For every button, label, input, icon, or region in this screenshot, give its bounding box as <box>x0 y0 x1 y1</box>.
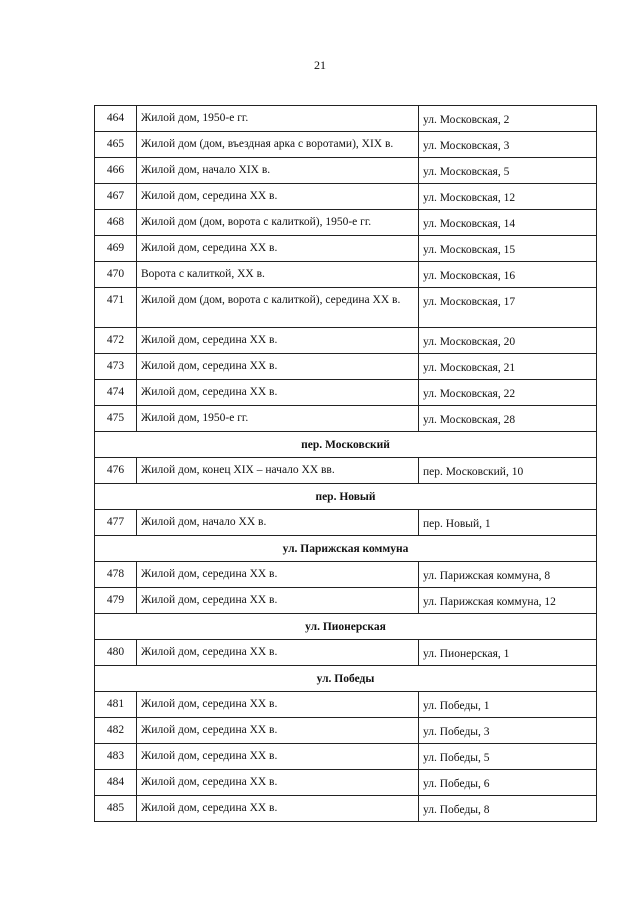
section-header-row <box>95 484 597 510</box>
row-number-cell: 477 <box>95 510 137 536</box>
row-number-cell: 468 <box>95 210 137 236</box>
section-header-row <box>95 536 597 562</box>
row-number-cell: 480 <box>95 640 137 666</box>
row-address-cell: ул. Победы, 3 <box>419 718 597 744</box>
row-description-cell: Жилой дом, середина XX в. <box>137 380 419 406</box>
row-number-cell: 481 <box>95 692 137 718</box>
row-number-cell: 483 <box>95 744 137 770</box>
row-address-cell: ул. Московская, 15 <box>419 236 597 262</box>
row-address-cell: ул. Московская, 3 <box>419 132 597 158</box>
row-number-cell: 464 <box>95 106 137 132</box>
row-number-cell: 479 <box>95 588 137 614</box>
row-address-cell: ул. Московская, 16 <box>419 262 597 288</box>
heritage-registry-table <box>94 105 597 822</box>
row-address-cell: ул. Московская, 17 <box>419 288 597 328</box>
row-address-cell: ул. Московская, 2 <box>419 106 597 132</box>
table-row <box>95 210 597 236</box>
row-description-cell: Жилой дом, середина XX в. <box>137 770 419 796</box>
row-address-cell: ул. Пионерская, 1 <box>419 640 597 666</box>
section-header-row <box>95 432 597 458</box>
row-address-cell: ул. Победы, 8 <box>419 796 597 822</box>
row-number-cell: 472 <box>95 328 137 354</box>
row-number-cell: 478 <box>95 562 137 588</box>
row-address-cell: пер. Новый, 1 <box>419 510 597 536</box>
row-address-cell: ул. Парижская коммуна, 12 <box>419 588 597 614</box>
table-row <box>95 354 597 380</box>
row-address-cell: ул. Московская, 20 <box>419 328 597 354</box>
page-number: 21 <box>314 58 326 72</box>
row-address-cell: ул. Победы, 1 <box>419 692 597 718</box>
registry-table-body <box>95 106 597 822</box>
row-description-cell: Жилой дом, 1950-е гг. <box>137 406 419 432</box>
table-row <box>95 562 597 588</box>
row-description-cell: Жилой дом, середина XX в. <box>137 692 419 718</box>
row-description-cell: Жилой дом, середина XX в. <box>137 236 419 262</box>
section-title: пер. Московский <box>95 432 597 458</box>
row-description-cell: Жилой дом, середина XX в. <box>137 744 419 770</box>
row-description-cell: Жилой дом, середина XX в. <box>137 640 419 666</box>
table-row <box>95 380 597 406</box>
row-number-cell: 470 <box>95 262 137 288</box>
table-row <box>95 770 597 796</box>
row-number-cell: 473 <box>95 354 137 380</box>
table-row <box>95 458 597 484</box>
row-address-cell: ул. Победы, 5 <box>419 744 597 770</box>
row-number-cell: 469 <box>95 236 137 262</box>
row-address-cell: ул. Московская, 5 <box>419 158 597 184</box>
row-address-cell: ул. Парижская коммуна, 8 <box>419 562 597 588</box>
row-description-cell: Жилой дом, середина XX в. <box>137 796 419 822</box>
table-row <box>95 158 597 184</box>
row-address-cell: ул. Московская, 12 <box>419 184 597 210</box>
row-number-cell: 466 <box>95 158 137 184</box>
section-title: ул. Парижская коммуна <box>95 536 597 562</box>
table-row <box>95 406 597 432</box>
table-row <box>95 262 597 288</box>
table-row <box>95 132 597 158</box>
row-description-cell: Жилой дом, середина XX в. <box>137 328 419 354</box>
row-description-cell: Жилой дом (дом, ворота с калиткой), середина XX в. <box>137 288 419 328</box>
row-description-cell: Жилой дом, середина XX в. <box>137 184 419 210</box>
row-address-cell: ул. Победы, 6 <box>419 770 597 796</box>
row-number-cell: 467 <box>95 184 137 210</box>
row-description-cell: Жилой дом, середина XX в. <box>137 354 419 380</box>
table-row <box>95 718 597 744</box>
row-number-cell: 476 <box>95 458 137 484</box>
row-description-cell: Ворота с калиткой, XX в. <box>137 262 419 288</box>
row-address-cell: ул. Московская, 21 <box>419 354 597 380</box>
table-row <box>95 640 597 666</box>
table-row <box>95 588 597 614</box>
row-description-cell: Жилой дом, середина XX в. <box>137 562 419 588</box>
row-number-cell: 485 <box>95 796 137 822</box>
row-description-cell: Жилой дом, начало XX в. <box>137 510 419 536</box>
row-number-cell: 474 <box>95 380 137 406</box>
row-description-cell: Жилой дом, начало XIX в. <box>137 158 419 184</box>
section-header-row <box>95 614 597 640</box>
row-description-cell: Жилой дом (дом, въездная арка с воротами), XIX в. <box>137 132 419 158</box>
table-row <box>95 184 597 210</box>
table-row <box>95 692 597 718</box>
row-number-cell: 475 <box>95 406 137 432</box>
table-row <box>95 288 597 328</box>
row-address-cell: пер. Московский, 10 <box>419 458 597 484</box>
row-number-cell: 471 <box>95 288 137 328</box>
row-address-cell: ул. Московская, 14 <box>419 210 597 236</box>
table-row <box>95 328 597 354</box>
section-header-row <box>95 666 597 692</box>
row-address-cell: ул. Московская, 22 <box>419 380 597 406</box>
section-title: ул. Пионерская <box>95 614 597 640</box>
row-description-cell: Жилой дом, 1950-е гг. <box>137 106 419 132</box>
table-row <box>95 796 597 822</box>
table-row <box>95 510 597 536</box>
section-title: пер. Новый <box>95 484 597 510</box>
row-description-cell: Жилой дом (дом, ворота с калиткой), 1950-е гг. <box>137 210 419 236</box>
table-row <box>95 744 597 770</box>
row-description-cell: Жилой дом, середина XX в. <box>137 718 419 744</box>
row-address-cell: ул. Московская, 28 <box>419 406 597 432</box>
row-number-cell: 484 <box>95 770 137 796</box>
row-description-cell: Жилой дом, конец XIX – начало XX вв. <box>137 458 419 484</box>
table-row <box>95 106 597 132</box>
row-number-cell: 465 <box>95 132 137 158</box>
row-number-cell: 482 <box>95 718 137 744</box>
section-title: ул. Победы <box>95 666 597 692</box>
row-description-cell: Жилой дом, середина XX в. <box>137 588 419 614</box>
table-row <box>95 236 597 262</box>
